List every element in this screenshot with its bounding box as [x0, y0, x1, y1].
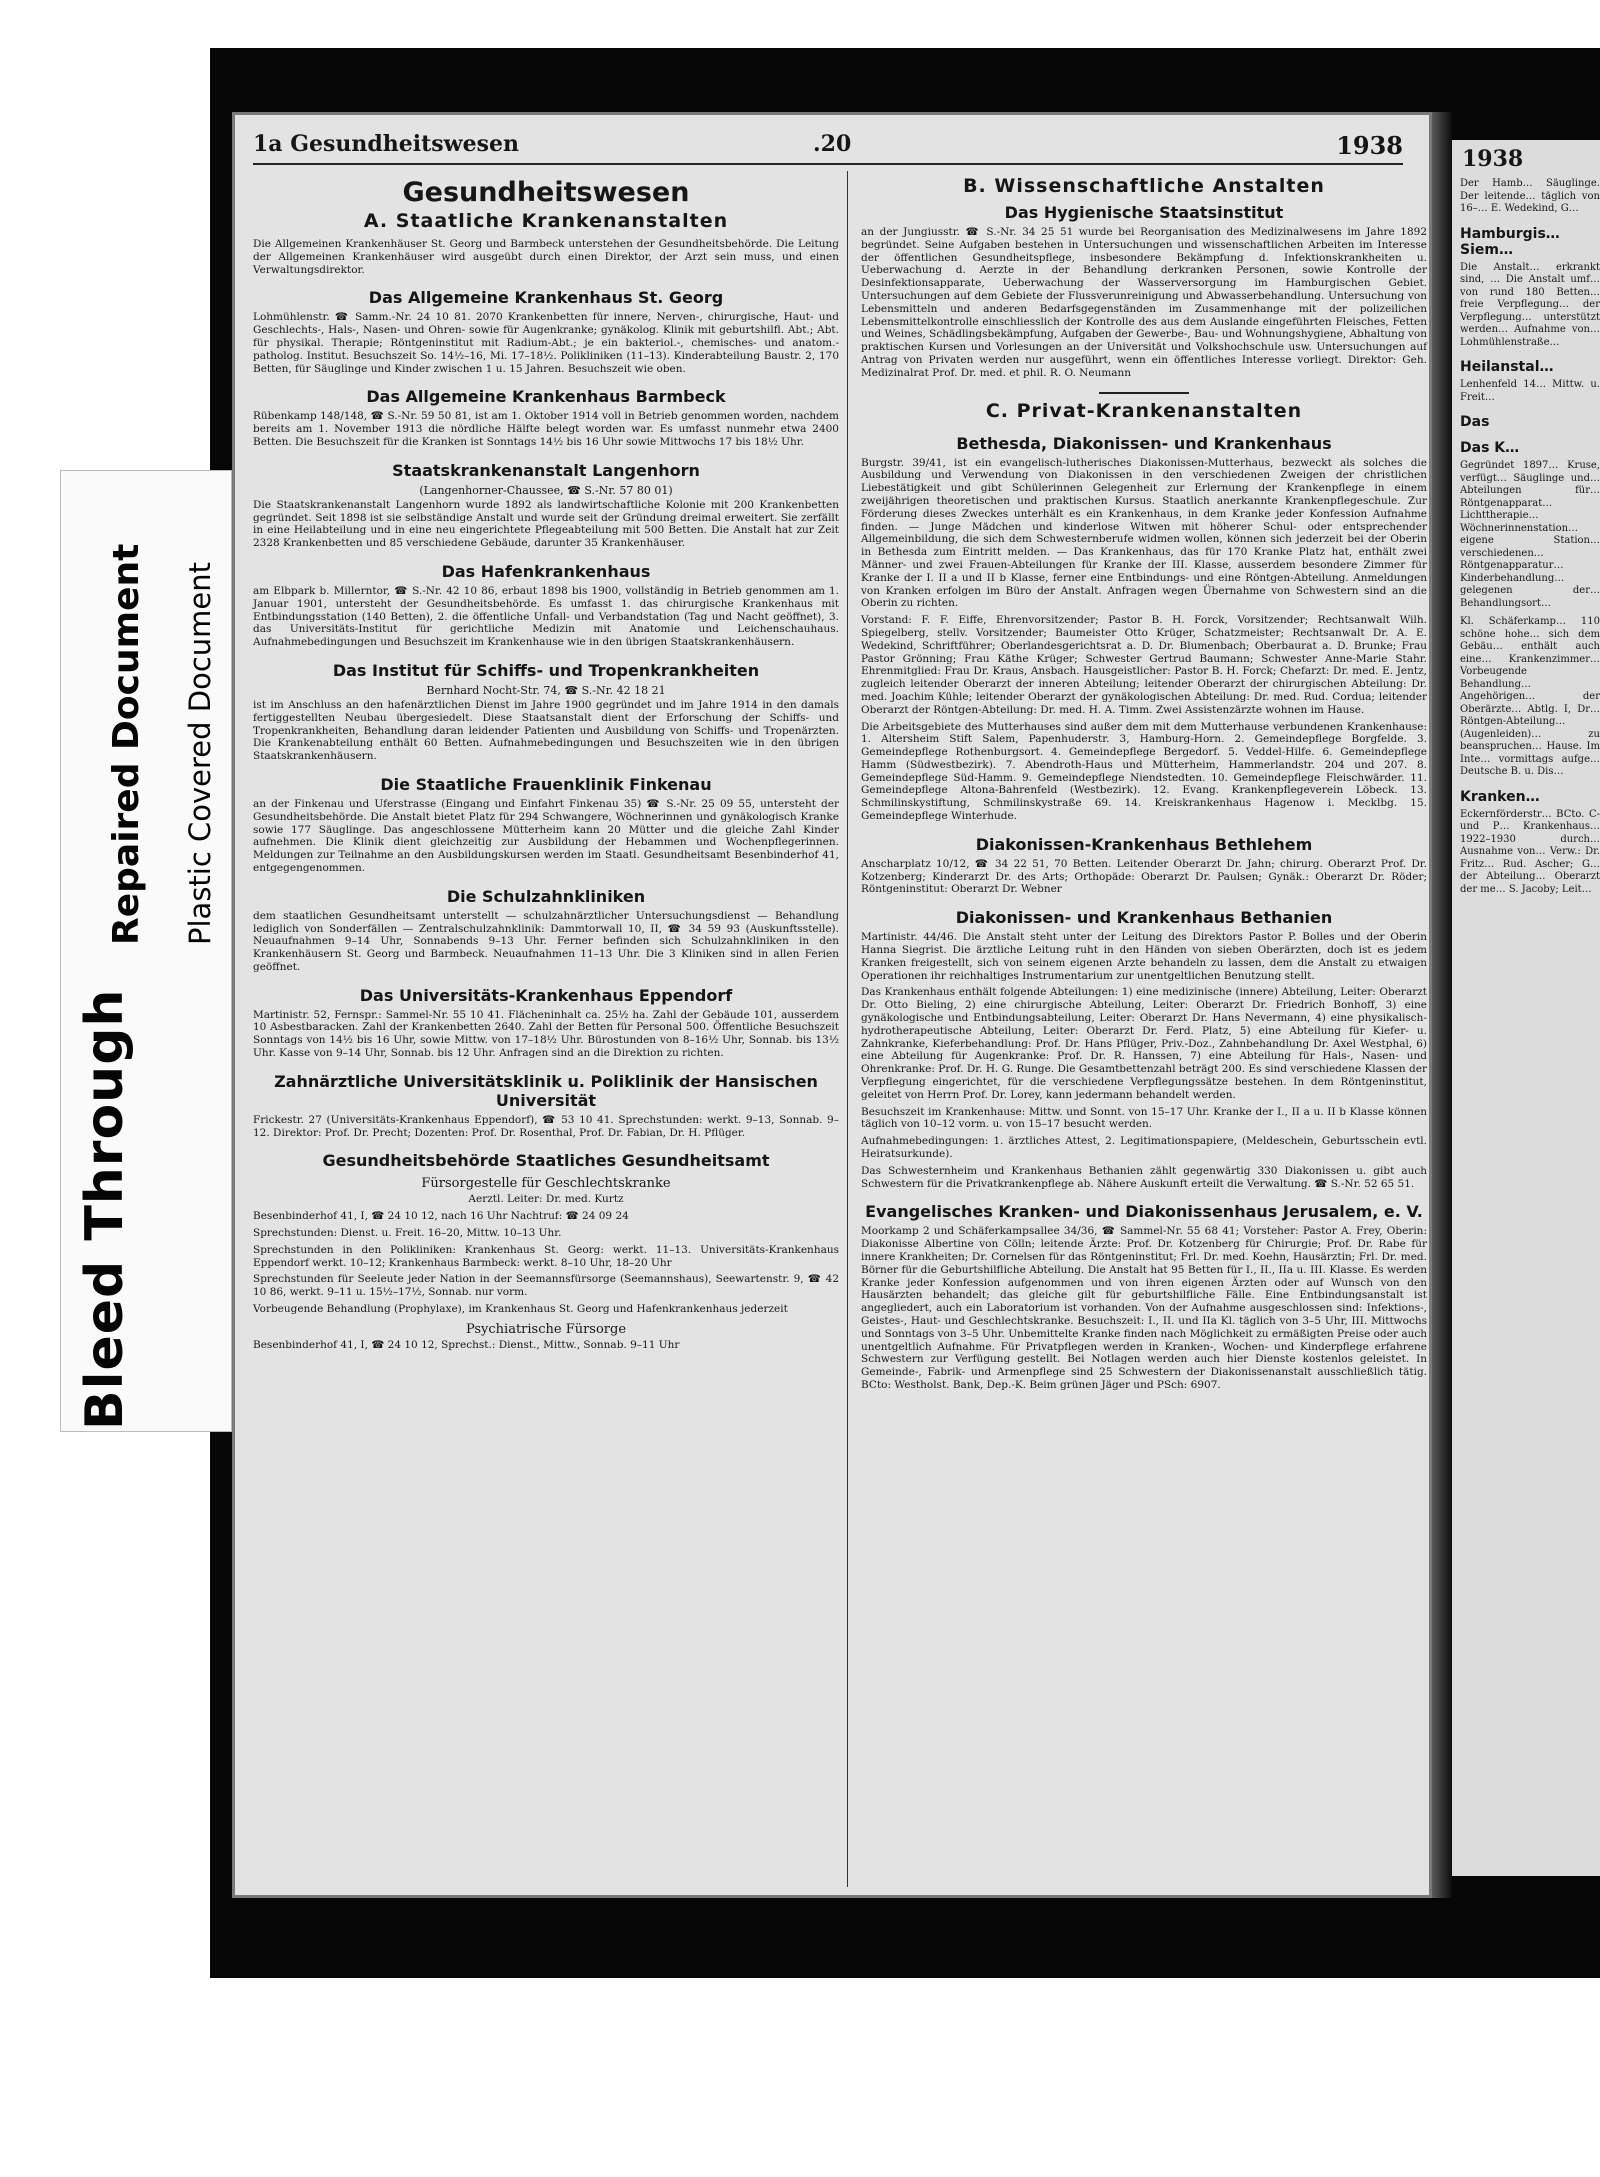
stgeorg-heading: Das Allgemeine Krankenhaus St. Georg — [368, 288, 724, 308]
eppendorf-text: Martinistr. 52, Fernspr.: Sammel-Nr. 55 10 41. Flächeninhalt ca. 25½ ha. Zahl der Gebäude 101, ausserdem 10 Asbestbaracken. Zahl der Krankenbetten 2640. Zahl der Betten für Personal 500. Öffentliche Besuchszeit Sonntags von 14½ bis 16 Uhr, sowie Mittw. von 17–18½ Uhr. Bürostunden von 8–16½ Uhr, Sonnab. bis 13½ Uhr. Kasse von 9–14 Uhr, Sonnab. bis 12 Uhr. Anfragen sind an die Direktion zu richten. — [253, 1008, 839, 1060]
page2-heading: Heilanstal… — [1460, 359, 1554, 375]
langenhorn-heading: Staatskrankenanstalt Langenhorn — [392, 460, 700, 480]
running-header — [253, 131, 1403, 163]
bethesda-stations: Die Arbeitsgebiete des Mutterhauses sind außer dem mit dem Mutterhause verbundenen Krankenhause: 1. Altersheim Stift Salem, Papenhuderstr. 3, Hamburg-Horn. 2. Gemeindepflege Borgfelde. 3. Gemeindepflege Rothenburgsort. 4. Gemeindepflege Bergedorf. 5. Veddel-Hilfe. 6. Gemeindepflege Hamm (Südwestbezirk). 7. Abendroth-Haus und Mütterheim, Hammerlandstr. 204 und 207. 8. Gemeindepflege Süd-Hamm. 9. Gemeindepflege Niendstedten. 10. Gemeindepflege Fleischwärder. 11. Gemeindepflege Altona-Bahrenfeld (Westbezirk). 12. Evang. Krankenpflegeverein Löbeck. 13. Schmilinskystiftung, Schmilinskystraße 69. 14. Kreiskrankenhaus Hagenow i. Mecklbg. 15. Gemeindepflege Winterhude. — [861, 720, 1427, 823]
right-column — [861, 173, 1427, 1396]
page2-heading: Das — [1460, 414, 1490, 430]
hafen-text: am Elbpark b. Millerntor, ☎ S.-Nr. 42 10 86, erbaut 1898 bis 1900, vollständig in Betrieb genommen am 1. Januar 1901, untersteht der Gesundheitsbehörde. Es umfasst 1. das chirurgische Krankenhaus mit Entbindungsstation (140 Betten), 2. die öffentliche Unfall- und Verbandstation (Tag und Nacht geöffnet), 3. das Universitäts-Institut für gerichtliche Medizin mit Anatomie und Leichenschauhaus. Aufnahmebedingungen und Besuchszeit im Krankenhause wie in den übrigen Staatskrankenhäusern. — [253, 584, 839, 649]
psych-heading: Psychiatrische Fürsorge — [465, 1321, 627, 1337]
page2-year: 1938 — [1462, 146, 1524, 172]
page2-fragment: Der Hamb… Säuglinge. Der leitende… täglich von 16–… E. Wedekind, G… — [1460, 178, 1600, 214]
page2-fragment: Lenhenfeld 14… Mittw. u. Freit… — [1460, 379, 1600, 403]
page-title: Gesundheitswesen — [402, 177, 690, 208]
hygiene-heading: Das Hygienische Staatsinstitut — [1004, 203, 1284, 222]
fuersorge-line: Sprechstunden in den Polikliniken: Krankenhaus St. Georg: werkt. 11–13. Universitäts-Krankenhaus Eppendorf werkt. 10–12; Krankenhaus Barmbeck: werkt. 8–10 Uhr, 18–20 Uhr — [253, 1243, 839, 1269]
finkenau-heading: Die Staatliche Frauenklinik Finkenau — [380, 774, 712, 794]
barmbeck-text: Rübenkamp 148/148, ☎ S.-Nr. 59 50 81, ist am 1. Oktober 1914 voll in Betrieb genommen worden, nachdem bereits am 1. November 1913 die nördliche Hälfte belegt worden war. Es umfasst nunmehr etwa 2400 Betten. Die Besuchszeit für die Kranken ist Sonntags 14½ bis 16 Uhr sowie Mittwochs 17 bis 18½ Uhr. — [253, 410, 839, 448]
page2-fragment: Gegründet 1897… Kruse, verfügt… Säuglinge und… Abteilungen für… Röntgenapparat… Lichttherapie… Wöchnerinnenstation… eigene Station… verschiedenen… Röntgenapparatur… Kinderbehandlung… gelegenen der… Behandlungsort… — [1460, 460, 1600, 609]
bethesda-board: Vorstand: F. F. Eiffe, Ehrenvorsitzender; Pastor B. H. Forck, Vorsitzender; Rechtsanwalt Wilh. Spiegelberg, stellv. Vorsitzender; Baumeister Otto Krüger, Schatzmeister; Rechtsanwalt Dr. A. E. Wedekind, Schriftführer; Oberlandesgerichtsrat a. D. Dr. Blumenbach; Oberbaurat a. D. Brunke; Frau Pastor Grönning; Frau Käthe Krüger; Schwester Gertrud Baumann; Schwester Anne-Marie Stahr. Ehrenmitglied: Frau Dr. Kraus, Ansbach. Hausgeistlicher: Pastor B. H. Forck; Chefarzt: Dr. med. E. Jentz, zugleich leitender Oberarzt der inneren Abteilung; leitender Oberarzt der chirurgischen Abteilung: Dr. med. Joachim Kühle; leitender Oberarzt der gynäkologischen Abteilung: Dr. med. Rud. Cordua; leitender Oberarzt der Röntgen-Abteilung: Dr. med. H. A. Timm. Zwei Assistenzärzte wohnen im Hause. — [861, 614, 1427, 716]
bethesda-heading: Bethesda, Diakonissen- und Krankenhaus — [956, 433, 1332, 453]
hafen-heading: Das Hafenkrankenhaus — [441, 561, 651, 581]
book-gutter — [1432, 112, 1452, 1898]
langenhorn-text: Die Staatskrankenanstalt Langenhorn wurde 1892 als landwirtschaftliche Kolonie mit 200 Krankenbetten gegründet. Seit 1898 ist sie selbständige Anstalt und wurde seit der Gründung dreimal erweitert. Sie zerfällt in eine Heilabteilung und in eine neu eingerichtete Pflegeabteilung mit 500 Betten. Die Anstalt hat zur Zeit 2328 Krankenbetten und 85 verschiedene Gebäude, darunter 35 Krankenhäuser. — [253, 498, 839, 550]
section-separator — [1099, 392, 1189, 394]
header-year: 1938 — [1336, 131, 1403, 160]
bethanien-admission: Aufnahmebedingungen: 1. ärztliches Attest, 2. Legitimationspapiere, (Meldeschein, Geburtsschein evtl. Heiratsurkunde). — [861, 1135, 1427, 1161]
fuersorge-line: Sprechstunden: Dienst. u. Freit. 16–20, Mittw. 10–13 Uhr. — [253, 1227, 562, 1240]
bethanien-text: Martinistr. 44/46. Die Anstalt steht unter der Leitung des Direktors Pastor P. Bolles und der Oberin Hanna Siegrist. Die ärztliche Leitung ruht in den Händen von sieben Oberärzten, doch ist es jedem Kranken freigestellt, sich von seinem eigenen Arzte behandeln zu lassen, dem die Anstalt zu etwaigen Operationen ihr reichhaltiges Instrumentarium zur unentgeltlichen Benutzung stellt. — [861, 931, 1427, 982]
page2-heading: Hamburgis… Siem… — [1460, 225, 1560, 258]
page2-fragment: Kl. Schäferkamp… 110 schöne hohe… sich dem Gebäu… enthält auch eine… Krankenzimmer… Vorbeugende Behandlung… Angehörigen… der Oberärzte… Abtlg. I, Dr… Röntgen-Abteilung… (Augenleiden)… zu beanspruchen… Hause. Im Inte… vormittags aufge… Deutsche B. u. Dis… — [1460, 616, 1600, 777]
bethanien-departments: Das Krankenhaus enthält folgende Abteilungen: 1) eine medizinische (innere) Abteilung, Leiter: Oberarzt Dr. Otto Bieling, 2) eine chirurgische Abteilung, Leiter: Oberarzt Dr. Friedrich Bonhoff, 3) eine gynäkologische und Entbindungsabteilung, Leiter: Oberarzt Dr. Hans Nevermann, 4) eine physikalisch-hydrotherapeutische Abteilung, Leiter: Oberarzt Dr. Ferd. Platz, 5) eine Abteilung für Kiefer- u. Zahnkranke, Kieferbehandlung: Prof. Dr. Hans Pflüger, Priv.-Doz., Zahnbehandlung Dr. Axel Westphal, 6) eine Abteilung für Augenkranke: Prof. Dr. R. Hanssen, 7) eine Abteilung für Hals-, Nasen- und Ohrenkranke: Prof. Dr. H. G. Runge. Die Gesamtbettenzahl beträgt 200. Es sind verschiedene Klassen der Verpflegung eingerichtet, für die verschiedene Verpflegungssätze bestehen. In dem Röntgeninstitut, geleitet von Herrn Prof. Dr. Lorey, kann jedermann behandelt werden. — [861, 986, 1427, 1101]
header-section: 1a Gesundheitswesen — [253, 131, 519, 157]
section-c-heading: C. Privat-Krankenanstalten — [985, 399, 1303, 422]
bethlehem-text: Anscharplatz 10/12, ☎ 34 22 51, 70 Betten. Leitender Oberarzt Dr. Jahn; chirurg. Oberarzt Prof. Dr. Kotzenberg; Kinderarzt Dr. des Arts; Orthopäde: Oberarzt Dr. Paulsen; Gynäk.: Oberarzt Dr. Röder; Röntgeninstitut: Oberarzt Dr. Webner — [861, 857, 1427, 896]
jerusalem-text: Moorkamp 2 und Schäferkampsallee 34/36, ☎ Sammel-Nr. 55 68 41; Vorsteher: Pastor A. Frey, Oberin: Diakonisse Albertine von Cölln; leitende Ärzte: Prof. Dr. Kotzenberg für Chirurgie; Prof. Dr. Rabe für innere Krankheiten; Dr. Cornelsen für das Röntgeninstitut; Frl. Dr. med. Koehn, Hausärztin; Frl. Dr. med. Börner für die Geburtshilfliche Abteilung. Die Anstalt hat 95 Betten für I., II., IIa u. III. Klasse. Es werden Kranke jeder Konfession aufgenommen und von ihren eigenen Ärzten oder auf Wunsch von den Hausärzten behandelt; das gleiche gilt für geburtshilfliche Fälle. Eine Entbindungsanstalt ist angegliedert, auch ein Laboratorium ist vorhanden. Von der Aufnahme ausgeschlossen sind: Infektions-, Geistes-, Haut- und Geschlechtskranke. Besuchszeit: I., II. und IIa Kl. täglich von 3–5 Uhr, III. Mittwochs und Sonntags von 3–5 Uhr. Unbemittelte Kranke finden nach Möglichkeit zu ermäßigten Preise oder auch unentgeltlich Aufnahme. Für Privatpflegen werden in Kranken-, Wochen- und Kinderpflege erfahrene Schwestern zur Verfügung gestellt. Bei Notlagen werden auch hier Dienste kostenlos geleistet. In Gemeinde-, Fabrik- und Armenpflege sind 25 Schwestern der Diakonissenanstalt ausschließlich tätig. BCto: Westholst. Bank, Dep.-K. Beim grünen Jäger und PSch: 6907. — [861, 1225, 1427, 1391]
section-a-heading: A. Staatliche Krankenanstalten — [363, 210, 729, 232]
page2-heading: Das K… — [1460, 440, 1520, 456]
book-page-right-partial — [1452, 140, 1600, 1876]
hygiene-text: an der Jungiusstr. ☎ S.-Nr. 34 25 51 wurde bei Reorganisation des Medizinalwesens im Jahre 1892 begründet. Seine Aufgaben bestehen in Untersuchungen und wissenschaftlichen Arbeiten im Interesse der öffentlichen Gesundheitspflege, insbesondere Bekämpfung d. Infektionskrankheiten u. Ueberwachung d. Aerzte in der Behandlung derkranken Personen, sowie Kontrolle der Desinfektionsapparate, Ueberwachung der Wasserversorgung im Hamburgischen Gebiet. Untersuchungen auf dem Gebiete der Flussverunreinigung und Abwasserbehandlung. Untersuchung von Lebensmitteln und anderen Bedarfsgegenständen im Zusammenhange mit der polizeilichen Lebensmittelkontrolle einschliesslich der Kontrolle des aus dem Auslande eingeführten Fleisches, Fetten und Weines, Schädlingsbekämpfung, Aufgaben der Gewerbe-, Bau- und Wohnungshygiene, Abhaltung von praktischen Kursen und Vorlesungen an der Universität und Volkshochschule usw. Untersuchungen auf Antrag von Privaten werden nur ausgeführt, wenn ein öffentliches Interesse vorliegt. Direktor: Geh. Medizinalrat Prof. Dr. med. et phil. R. O. Neumann — [861, 226, 1428, 379]
fuersorge-line: Sprechstunden für Seeleute jeder Nation in der Seemannsfürsorge (Seemannshaus), Seewartenstr. 9, ☎ 42 10 86, werkt. 9–11 u. 15½–17½, Sonnab. nur vorm. — [253, 1273, 839, 1299]
fuersorge-heading: Fürsorgestelle für Geschlechtskranke — [421, 1176, 671, 1192]
stgeorg-text: Lohmühlenstr. ☎ Samm.-Nr. 24 10 81. 2070 Krankenbetten für innere, Nerven-, chirurgische, Haut- und Geschlechts-, Hals-, Nasen- und Ohren- sowie für Augenkranke; gynäkolog. Klinik mit geburtshilfl. Abt.; Abt. für physikal. Therapie; Röntgeninstitut mit Radium-Abt.; je ein bakteriol.-, chemisches- und anatom.-patholog. Institut. Besuchszeit So. 14½–16, Mi. 17–18½. Polikliniken (11–13). Kinderabteilung Baustr. 2, 170 Betten, für Säuglinge und Kinder zwischen 1 u. 15 Jahren. Besuchszeit wie oben. — [253, 311, 839, 375]
psych-text: Besenbinderhof 41, I, ☎ 24 10 12, Sprechst.: Dienst., Mittw., Sonnab. 9–11 Uhr — [253, 1338, 680, 1351]
jerusalem-heading: Evangelisches Kranken- und Diakonissenhaus Jerusalem, e. V. — [865, 1202, 1423, 1222]
tropen-text: ist im Anschluss an den hafenärztlichen Dienst im Jahre 1900 gegründet und im Jahre 1914 in den damals fertiggestellten Neubau übergesiedelt. Diese Staatsanstalt dient der Erforschung der Schiffs- und Tropenkrankheiten, Behandlung daran leidender Patienten und Ausbildung von Schiffs- und Tropenärzten. Die Krankenabteilung enthält 60 Betten. Aufnahmebedingungen und Besuchszeiten wie in den übrigen Staatskrankenhäusern. — [253, 698, 839, 763]
finkenau-text: an der Finkenau und Uferstrasse (Eingang und Einfahrt Finkenau 35) ☎ S.-Nr. 25 09 55, untersteht der Gesundheitsbehörde. Die Anstalt bietet Platz für 294 Schwangere, Wöchnerinnen und gynäkologisch Kranke sowie 177 Säuglinge. Das angeschlossene Mütterheim kann 20 Mütter und die gleiche Zahl Kinder aufnehmen. Die Klinik dient gleichzeitig zur Ausbildung der Hebammen und Wochenpflegerinnen. Meldungen zur Teilnahme an den Ausbildungskursen werden im Staatl. Gesundheitsamt Besenbinderhof 41, entgegengenommen. — [253, 797, 839, 874]
condition-tag-bleed-through: Bleed Through — [75, 988, 135, 1430]
zahnuni-text: Frickestr. 27 (Universitäts-Krankenhaus Eppendorf), ☎ 53 10 41. Sprechstunden: werkt. 9–13, Sonnab. 9–12. Direktor: Prof. Dr. Precht; Dozenten: Prof. Dr. Rosenthal, Prof. Dr. Fabian, Dr. H. Pflüger. — [253, 1113, 839, 1139]
book-page-left — [232, 112, 1432, 1898]
bethanien-visiting: Besuchszeit im Krankenhause: Mittw. und Sonnt. von 15–17 Uhr. Kranke der I., II a u. II b Klasse können täglich von 10–12 vorm. u. von 15–17 besucht werden. — [861, 1105, 1427, 1131]
section-b-heading: B. Wissenschaftliche Anstalten — [963, 175, 1325, 197]
page2-fragment: Die Anstalt… erkrankt sind, … Die Anstalt umf… von rund 180 Betten… freie Verpflegung… der Verpflegung… unterstützt werden… Aufnahme von… Lohmühlenstraße… — [1460, 261, 1600, 348]
bethanien-sisters: Das Schwesternheim und Krankenhaus Bethanien zählt gegenwärtig 330 Diakonissen u. gibt auch Schwestern für die Privatkrankenpflege ab. Nähere Auskunft erteilt die Verwaltung. ☎ S.-Nr. 52 65 51. — [861, 1164, 1427, 1190]
behoerde-heading: Gesundheitsbehörde Staatliches Gesundheitsamt — [322, 1151, 770, 1171]
fuersorge-line: Aerztl. Leiter: Dr. med. Kurtz — [468, 1193, 624, 1206]
fuersorge-line: Besenbinderhof 41, I, ☎ 24 10 12, nach 16 Uhr Nachtruf: ☎ 24 09 24 — [253, 1210, 629, 1223]
column-divider — [847, 171, 848, 1887]
zahnuni-heading: Zahnärztliche Universitätsklinik u. Poliklinik der Hansischen Universität — [274, 1071, 818, 1110]
page2-fragment: Eckernförderstr… BCto. C- und P… Krankenhaus… 1922–1930 durch… Ausnahme von… Verw.: Dr. Fritz… Rud. Ascher; G… der Abteilung… Oberarzt der me… S. Jacoby; Leit… — [1460, 808, 1600, 895]
langenhorn-address: (Langenhorner-Chaussee, ☎ S.-Nr. 57 80 01) — [419, 483, 673, 497]
barmbeck-heading: Das Allgemeine Krankenhaus Barmbeck — [366, 387, 726, 407]
header-rule — [253, 163, 1403, 165]
condition-tag-plastic: Plastic Covered Document — [183, 561, 217, 945]
bethanien-heading: Diakonissen- und Krankenhaus Bethanien — [955, 908, 1333, 928]
header-page-number: .20 — [813, 131, 852, 157]
bethlehem-heading: Diakonissen-Krankenhaus Bethlehem — [975, 834, 1313, 854]
fuersorge-line: Vorbeugende Behandlung (Prophylaxe), im Krankenhaus St. Georg und Hafenkrankenhaus jederzeit — [253, 1303, 788, 1316]
bethesda-text: Burgstr. 39/41, ist ein evangelisch-lutherisches Diakonissen-Mutterhaus, bezweckt als solches die Ausbildung und Verwendung von Diakonissen in den verschiedenen Zweigen der christlichen Liebestätigkeit und gibt Schülerinnen Gelegenheit zur Erlernung der Krankenpflege in einem zweijährigen theoretischen und praktischen Kursus. Staatlich anerkannte Krankenpflegeschule. Zur Förderung dieses Zweckes unterhält es ein Krankenhaus, in dem Kranke jeder Konfession Aufnahme finden. — Junge Mädchen und kinderlose Witwen mit höherer Schul- oder entsprechender Allgemeinbildung, die sich dem Schwesternberufe widmen wollen, können sich jederzeit bei der Oberin in Bethesda zum Eintritt melden. — Das Krankenhaus, das für 170 Kranke Platz hat, enthält zwei Männer- und zwei Frauen-Abteilungen für Kranke der III. Klasse, ausserdem besondere Zimmer für Kranke der I. II a und II b Klasse, ferner eine Entbindungs- und eine Röntgen-Abteilung. Anmeldungen von Kranken erfolgen im Büro der Anstalt. Anfragen wegen Übernahme von Schwestern sind an die Oberin zu richten. — [861, 456, 1427, 610]
section-a-intro: Die Allgemeinen Krankenhäuser St. Georg und Barmbeck unterstehen der Gesundheitsbehörde. Die Leitung der Allgemeinen Krankenhäuser wird ausgeübt durch einen Direktor, der Arzt sein muss, und einen Verwaltungsdirektor. — [253, 238, 839, 276]
left-column — [253, 173, 839, 1356]
page2-heading: Kranken… — [1460, 788, 1540, 805]
tropen-address: Bernhard Nocht-Str. 74, ☎ S.-Nr. 42 18 21 — [426, 683, 666, 697]
tropen-heading: Das Institut für Schiffs- und Tropenkrankheiten — [332, 660, 760, 680]
schulzahn-heading: Die Schulzahnkliniken — [446, 886, 646, 906]
eppendorf-heading: Das Universitäts-Krankenhaus Eppendorf — [359, 985, 733, 1005]
condition-tag-repaired: Repaired Document — [106, 543, 147, 945]
schulzahn-text: dem staatlichen Gesundheitsamt unterstellt — schulzahnärztlicher Untersuchungsdienst — Behandlung lediglich von Sonderfällen — Zentralschulzahnklinik: Dammtorwall 10, II, ☎ 34 59 93 (Auskunftsstelle). Neuaufnahmen 9–14 Uhr, Sonnabends 9–13 Uhr. Ferner befinden sich Schulzahnkliniken in den Krankenhäusern St. Georg und Barmbeck. Neuaufnahmen 11–13 Uhr. Die 3 Kliniken sind in allen Ferien geöffnet. — [253, 909, 839, 973]
